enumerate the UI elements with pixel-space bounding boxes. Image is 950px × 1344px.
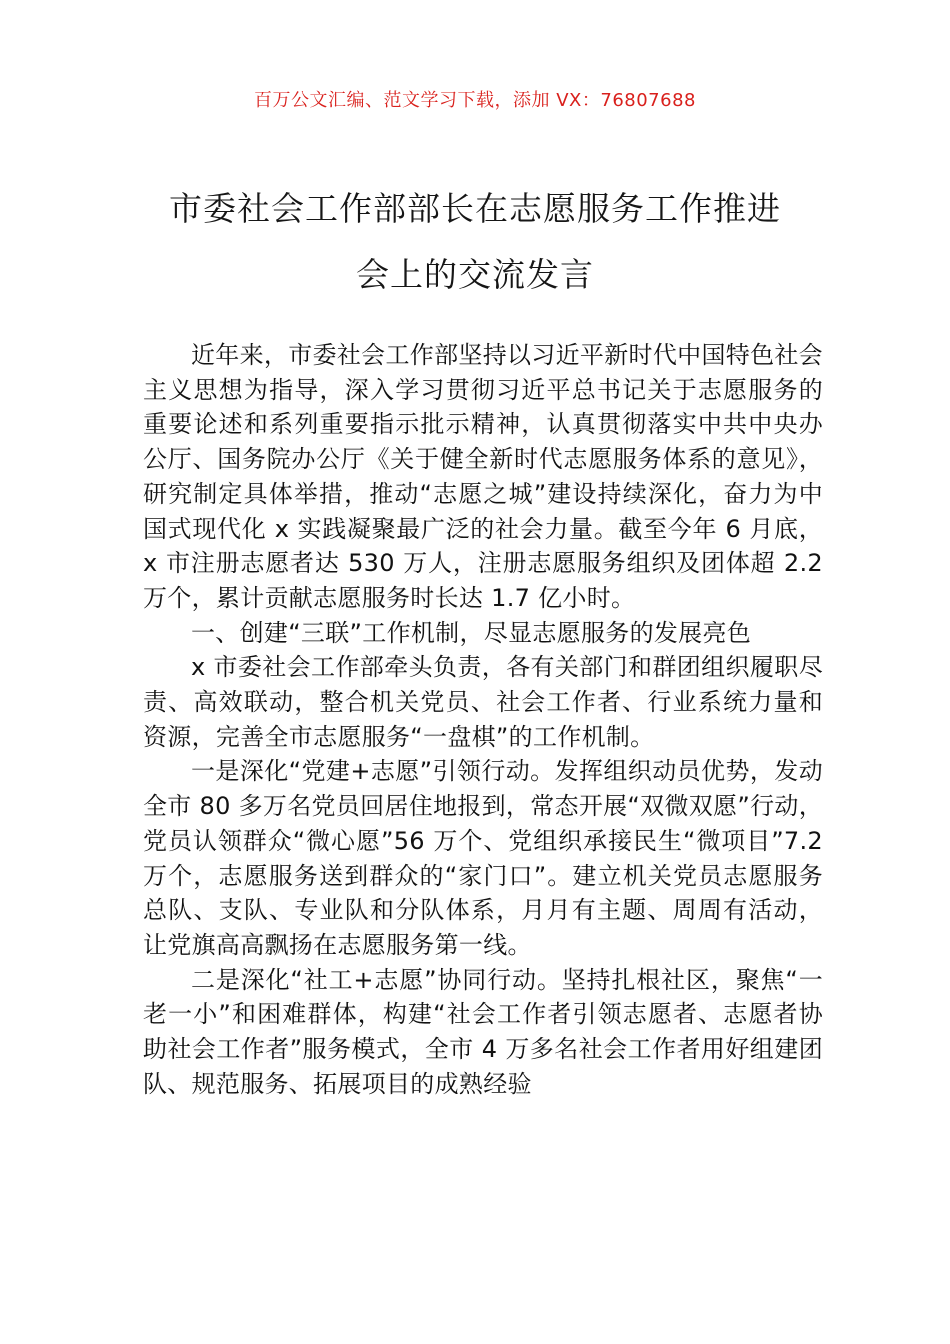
paragraph-intro: 近年来，市委社会工作部坚持以习近平新时代中国特色社会主义思想为指导，深入学习贯彻习近平总书记关于志愿服务的重要论述和系列重要指示批示精神，认真贯彻落实中共中央办公厅、国务院办公厅《关于健全新时代志愿服务体系的意见》，研究制定具体举措，推动“志愿之城”建设持续深化，奋力为中国式现代化 x 实践凝聚最广泛的社会力量。截至今年 6 月底，x 市注册志愿者达 530 万人，注册志愿服务组织及团体超 2.2 万个，累计贡献志愿服务时长达 1.7 亿小时。 (143, 341, 823, 612)
title-line-1: 市委社会工作部部长在志愿服务工作推进 (169, 189, 781, 228)
promo-banner: 百万公文汇编、范文学习下载，添加 VX：76807688 (254, 90, 696, 111)
paragraph-social-work: 二是深化“社工+志愿”协同行动。坚持扎根社区，聚焦“一老一小”和困难群体，构建“社会工作者引领志愿者、志愿者协助社会工作者”服务模式，全市 4 万多名社会工作者用好组建团队、规范服务、拓展项目的成熟经验 (143, 965, 823, 1098)
document-body (143, 338, 823, 1101)
section-heading-1: 一、创建“三联”工作机制，尽显志愿服务的发展亮色 (191, 618, 752, 647)
paragraph-party-building: 一是深化“党建+志愿”引领行动。发挥组织动员优势，发动全市 80 多万名党员回居住地报到，常态开展“双微双愿”行动，党员认领群众“微心愿”56 万个、党组织承接民生“微项目”7.2 万个，志愿服务送到群众的“家门口”。建立机关党员志愿服务总队、支队、专业队和分队体系，月月有主题、周周有活动，让党旗高高飘扬在志愿服务第一线。 (143, 757, 823, 959)
document-title (95, 176, 855, 308)
title-line-2: 会上的交流发言 (356, 255, 594, 294)
paragraph-mechanism: x 市委社会工作部牵头负责，各有关部门和群团组织履职尽责、高效联动，整合机关党员、社会工作者、行业系统力量和资源，完善全市志愿服务“一盘棋”的工作机制。 (143, 653, 823, 751)
